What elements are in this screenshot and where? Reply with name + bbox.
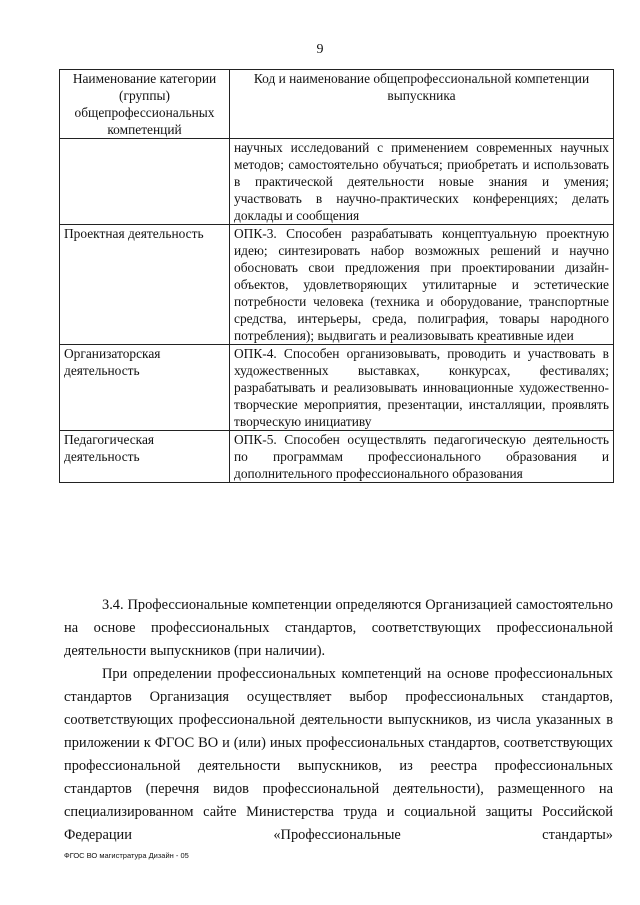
- table-header-row: [60, 70, 614, 139]
- row-competence-text: научных исследований с применением современных научных методов; самостоятельно обучаться; приобретать и использовать в практической деятельности новые знания и умения; участвовать в научно-практических конференциях; делать доклады и сообщения: [230, 139, 614, 225]
- footer-text: ФГОС ВО магистратура Дизайн - 05: [64, 851, 189, 860]
- competencies-table: [59, 69, 614, 483]
- table-row: [60, 139, 614, 225]
- table-row: [60, 345, 614, 431]
- row-competence-text: ОПК-5. Способен осуществлять педагогическую деятельность по программам профессионального образования и дополнительного профессионального образования: [230, 431, 614, 483]
- table-row: [60, 431, 614, 483]
- row-category: [60, 139, 230, 225]
- row-category: Организаторская деятельность: [60, 345, 230, 431]
- row-competence-text: ОПК-3. Способен разрабатывать концептуальную проектную идею; синтезировать набор возможных решений и научно обосновать свои предложения при проектировании дизайн-объектов, удовлетворяющих утилитарные и эстетические потребности человека (техника и оборудование, транспортные средства, интерьеры, среда, полиграфия, товары народного потребления); выдвигать и реализовывать креативные идеи: [230, 225, 614, 345]
- row-category: Проектная деятельность: [60, 225, 230, 345]
- page-number: 9: [316, 42, 324, 57]
- table-row: [60, 225, 614, 345]
- paragraph-3-4: 3.4. Профессиональные компетенции определяются Организацией самостоятельно на основе профессиональных стандартов, соответствующих профессиональной деятельности выпускников (при наличии).: [64, 597, 613, 659]
- header-category: Наименование категории (группы) общепрофессиональных компетенций: [60, 70, 230, 139]
- paragraph-standards: При определении профессиональных компетенций на основе профессиональных стандартов Организация осуществляет выбор профессиональных стандартов, соответствующих профессиональной деятельности выпускников, из числа указанных в приложении к ФГОС ВО и (или) иных профессиональных стандартов, соответствующих профессиональной деятельности выпускников, из реестра профессиональных стандартов (перечня видов профессиональной деятельности), размещенного на специализированном сайте Министерства труда и социальной защиты Российской Федерации «Профессиональные стандарты»: [64, 666, 613, 843]
- row-category: Педагогическая деятельность: [60, 431, 230, 483]
- header-code: Код и наименование общепрофессиональной компетенции выпускника: [230, 70, 614, 139]
- row-competence-text: ОПК-4. Способен организовывать, проводить и участвовать в художественных выставках, конкурсах, фестивалях; разрабатывать и реализовывать инновационные художественно-творческие мероприятия, презентации, инсталляции, проявлять творческую инициативу: [230, 345, 614, 431]
